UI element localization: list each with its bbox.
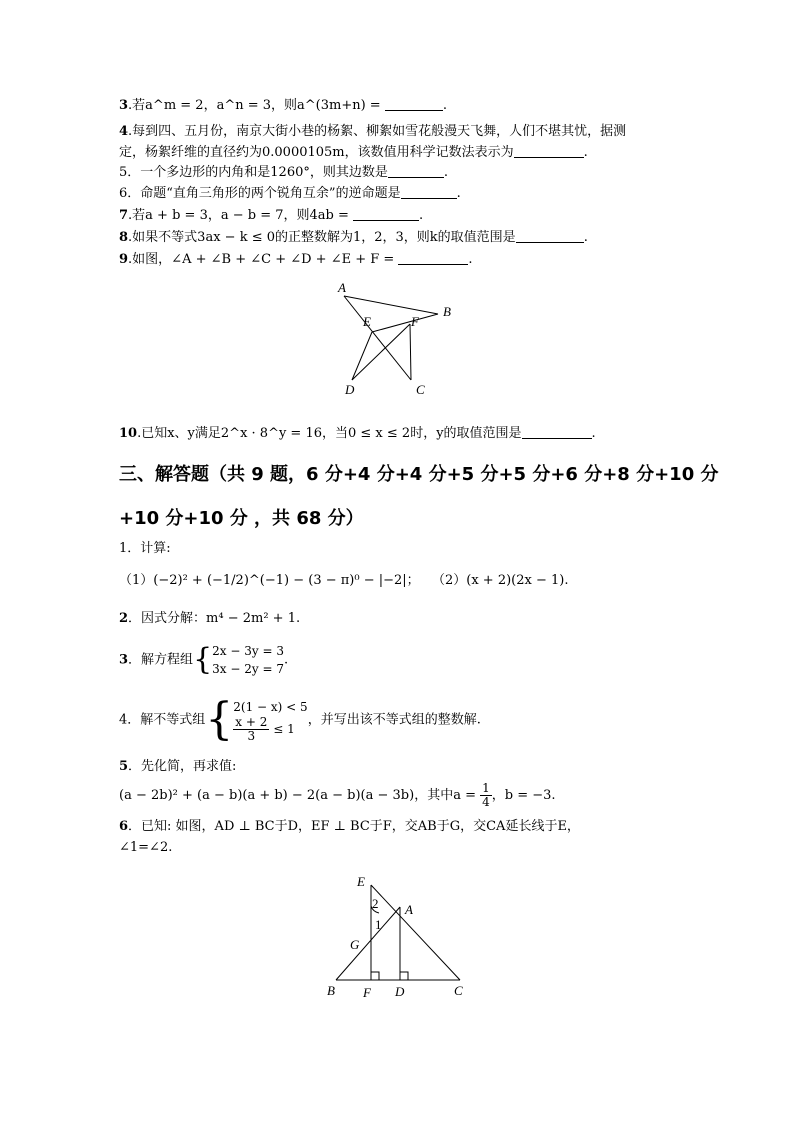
equation-system [212,642,284,678]
question-3-text: .若a^m = 2，a^n = 3，则a^(3m+n) = [128,98,385,113]
fraction-numerator: x + 2 [235,714,268,729]
question-4-number: 4 [119,124,129,139]
label-B: B [327,983,335,998]
problem-3-tail: . [283,652,289,668]
problem-4 [119,693,481,748]
question-9-number: 9 [119,252,129,267]
question-4-text-2: 定，杨絮纤维的直径约为0.0000105m，该数值用科学记数法表示为 [119,145,514,160]
segment-EC [371,885,460,980]
question-6-tail: . [456,186,461,201]
inequality-1: 2(1 − x) < 5 [233,699,308,714]
problem-2-number: 2 [119,611,129,626]
expression: (a − 2b)² + (a − b)(a + b) − 2(a − b)(a − 3b)，其中a = [119,788,481,803]
right-angle-D [400,972,408,980]
label-angle-1: 1 [375,917,382,932]
problem-5-number: 5 [119,759,129,774]
question-4-line2 [119,143,588,163]
segment-AC [344,296,411,380]
question-8-text: .如果不等式3ax − k ≤ 0的正整数解为1，2，3，则k的取值范围是 [128,230,516,245]
label-angle-2: 2 [372,896,379,911]
label-A: A [338,280,346,295]
answer-blank [514,143,584,158]
question-6 [119,184,461,204]
problem-5-title [119,757,236,777]
question-5 [119,163,448,183]
answer-blank [385,96,443,111]
label-F: F [411,314,419,329]
answer-blank [516,228,584,243]
question-3 [119,96,447,116]
question-6-text: ．命题“直角三角形的两个锐角互余”的逆命题是 [127,186,401,201]
figure-triangle [320,868,475,1002]
label-E: E [357,874,365,889]
question-10 [119,424,596,444]
problem-3 [119,640,288,681]
section-heading-line2: +10 分+10 分 ，共 68 分） [119,508,364,529]
question-7-number: 7 [119,208,129,223]
fraction-denominator: 3 [247,728,256,743]
figure-angles [330,276,470,400]
question-6-number: 6 [119,186,128,201]
problem-6-line1 [119,817,580,837]
question-8-number: 8 [119,230,129,245]
problem-6-number: 6 [119,819,129,834]
problem-1-title: 1．计算: [119,541,171,556]
question-10-tail: . [591,426,596,441]
question-4-tail: . [583,145,588,160]
question-9-text: .如图，∠A + ∠B + ∠C + ∠D + ∠E + F = [128,252,399,267]
label-C: C [454,983,463,998]
a-value-fraction [480,782,492,809]
segment-FC [410,324,411,380]
question-9-tail: . [468,252,473,267]
section-heading-line1: 三、解答题（共 9 题，6 分+4 分+4 分+5 分+5 分+6 分+8 分+10 分 [119,464,719,485]
problem-1-part1: （1）(−2)² + (−1/2)^(−1) − (3 − π)⁰ − |−2|； [119,573,420,588]
question-4-line1 [119,122,626,142]
answer-blank [388,163,444,178]
label-D: D [395,984,405,999]
fraction-numerator: 1 [482,781,490,795]
question-10-number: 10 [119,426,138,441]
segment-BA [336,907,400,980]
problem-6-text: ．已知: 如图，AD ⊥ BC于D，EF ⊥ BC于F，交AB于G，交CA延长线于E， [128,819,580,834]
problem-1-part2: （2）(x + 2)(2x − 1). [432,573,569,588]
inequality-2 [233,716,307,743]
question-5-tail: . [443,165,449,180]
question-10-text: .已知x、y满足2^x · 8^y = 16，当0 ≤ x ≤ 2时，y的取值范围是 [137,426,522,441]
segment-AB [344,296,438,314]
fraction [233,716,269,743]
problem-5-expression [119,780,556,812]
brace: { [193,642,213,677]
question-4-text: .每到四、五月份，南京大街小巷的杨絮、柳絮如雪花般漫天飞舞，人们不堪其忧，据测 [128,124,627,139]
problem-2-text: ．因式分解：m⁴ − 2m² + 1. [128,611,301,626]
question-5-text: ．一个多边形的内角和是1260°，则其边数是 [127,165,388,180]
problem-4-suffix: ，并写出该不等式组的整数解. [307,712,481,728]
problem-4-prefix: 4．解不等式组 [119,712,206,728]
segment-ED [352,332,372,380]
label-G: G [350,937,360,952]
right-angle-F [371,972,379,980]
label-B: B [443,304,451,319]
answer-blank [522,424,592,439]
brace: { [205,694,234,745]
question-9 [119,250,473,270]
answer-blank [401,184,457,199]
question-3-number: 3 [119,98,129,113]
problem-5-title-text: ．先化简，再求值: [128,759,237,774]
segment-DF [352,324,410,380]
question-8 [119,228,588,248]
problem-3-number: 3 [119,652,129,668]
equation-2: 3x − 2y = 7 [212,662,284,676]
label-A: A [405,902,413,917]
problem-2 [119,609,300,629]
question-7 [119,206,423,226]
label-C: C [416,382,425,397]
label-D: D [345,382,355,397]
fraction-denominator: 4 [482,795,490,809]
answer-blank [398,250,468,265]
expression-tail: ，b = −3. [491,788,556,803]
question-7-tail: . [419,208,424,223]
inequality-2-rhs: ≤ 1 [273,721,295,736]
answer-blank [353,206,419,221]
equation-1: 2x − 3y = 3 [212,644,284,658]
question-8-tail: . [583,230,588,245]
problem-3-text: ．解方程组 [128,652,194,668]
inequality-system [233,698,307,743]
label-F: F [363,985,371,1000]
question-5-number: 5 [119,165,128,180]
question-3-tail: . [442,98,447,113]
label-E: E [363,314,371,329]
problem-6-line2: ∠1=∠2. [119,840,173,855]
question-7-text: .若a + b = 3，a − b = 7，则4ab = [128,208,353,223]
